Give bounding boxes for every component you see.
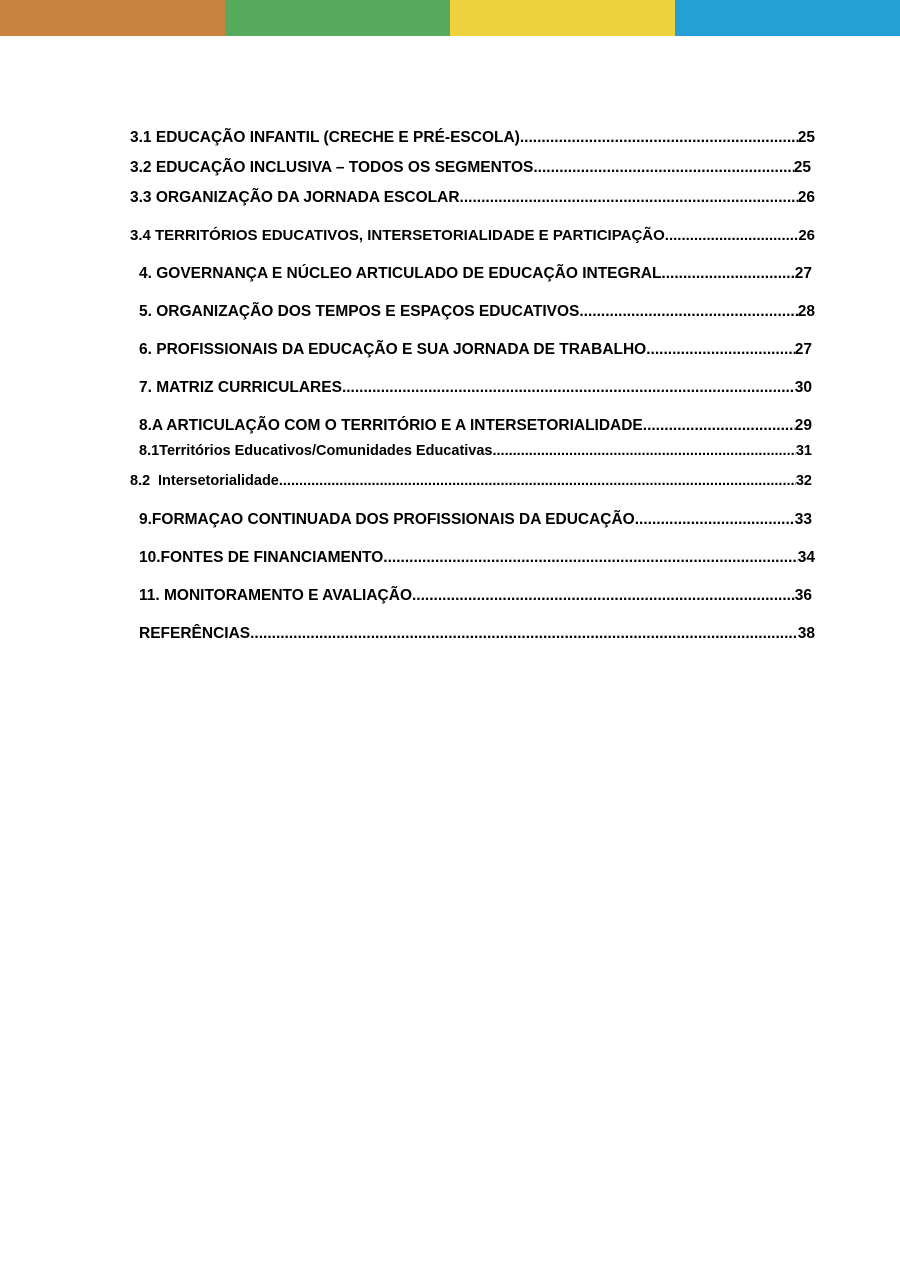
toc-dot-leader <box>279 472 796 491</box>
toc-dot-leader <box>635 510 795 529</box>
toc-entry-text: Intersetorialidade <box>158 473 279 489</box>
stripe-blue <box>675 0 900 36</box>
toc-entry-8[interactable] <box>130 416 815 435</box>
toc-page-number: 36 <box>794 587 812 604</box>
toc-dot-leader <box>412 586 795 605</box>
toc-page-number: 29 <box>794 417 812 434</box>
toc-entry-label: 6. PROFISSIONAIS DA EDUCAÇÃO E SUA JORNADA DE TRABALHO <box>139 341 647 358</box>
toc-dot-leader <box>342 378 795 397</box>
toc-dot-leader <box>250 624 798 643</box>
top-color-stripe <box>0 0 900 36</box>
toc-entry-label: 5. ORGANIZAÇÃO DOS TEMPOS E ESPAÇOS EDUCATIVOS <box>139 303 580 320</box>
toc-entry-label <box>139 442 493 461</box>
toc-dot-leader <box>643 416 795 435</box>
toc-entry-number: 8.2 <box>130 473 151 489</box>
toc-dot-leader <box>533 158 793 177</box>
toc-entry-6[interactable] <box>130 340 815 359</box>
toc-entry-11[interactable] <box>130 586 815 605</box>
toc-page-number: 25 <box>797 129 815 146</box>
toc-entry-text: Territórios Educativos/Comunidades Educativas <box>159 443 493 459</box>
toc-page-number: 30 <box>794 379 812 396</box>
toc-entry-7[interactable] <box>130 378 815 397</box>
toc-entry-8-2[interactable] <box>130 472 815 491</box>
stripe-orange <box>0 0 225 36</box>
toc-page-number: 31 <box>795 443 812 459</box>
toc-entry-8-1[interactable] <box>130 442 815 461</box>
toc-entry-3-1[interactable] <box>130 128 815 147</box>
toc-entry-3-4[interactable] <box>130 226 815 245</box>
toc-entry-label: 10.FONTES DE FINANCIAMENTO <box>139 549 384 566</box>
toc-page-number: 28 <box>797 303 815 320</box>
toc-page-number: 26 <box>797 189 815 206</box>
toc-page-number: 27 <box>794 341 812 358</box>
toc-dot-leader <box>383 548 797 567</box>
toc-page-number: 26 <box>798 227 815 244</box>
stripe-yellow <box>450 0 675 36</box>
toc-dot-leader <box>661 264 794 283</box>
toc-dot-leader <box>493 442 796 461</box>
toc-page-number: 34 <box>797 549 815 566</box>
toc-entry-label: 3.3 ORGANIZAÇÃO DA JORNADA ESCOLAR <box>130 189 460 206</box>
toc-entry-label <box>130 472 279 491</box>
toc-page-number: 32 <box>795 473 812 489</box>
toc-dot-leader <box>665 226 799 245</box>
toc-entry-label: REFERÊNCIAS <box>139 625 251 642</box>
toc-dot-leader <box>579 302 797 321</box>
toc-dot-leader <box>520 128 798 147</box>
toc-entry-4[interactable] <box>130 264 815 283</box>
toc-entry-referencias[interactable] <box>130 624 815 643</box>
toc-entry-number: 8.1 <box>139 443 160 459</box>
table-of-contents <box>130 128 815 643</box>
toc-dot-leader <box>460 188 798 207</box>
toc-entry-label: 4. GOVERNANÇA E NÚCLEO ARTICULADO DE EDUCAÇÃO INTEGRAL <box>139 265 662 282</box>
toc-dot-leader <box>646 340 795 359</box>
toc-entry-label: 3.2 EDUCAÇÃO INCLUSIVA – TODOS OS SEGMENTOS <box>130 159 534 176</box>
toc-entry-label: 3.1 EDUCAÇÃO INFANTIL (CRECHE E PRÉ-ESCOLA) <box>130 129 520 146</box>
toc-entry-5[interactable] <box>130 302 815 321</box>
toc-page-number: 25 <box>793 159 811 176</box>
toc-entry-3-3[interactable] <box>130 188 815 207</box>
toc-page-number: 33 <box>794 511 812 528</box>
toc-entry-label: 9.FORMAÇAO CONTINUADA DOS PROFISSIONAIS DA EDUCAÇÃO <box>139 511 635 528</box>
toc-entry-3-2[interactable] <box>130 158 815 177</box>
toc-entry-label: 8.A ARTICULAÇÃO COM O TERRITÓRIO E A INTERSETORIALIDADE <box>139 417 643 434</box>
stripe-green <box>225 0 450 36</box>
toc-entry-9[interactable] <box>130 510 815 529</box>
toc-entry-label: 7. MATRIZ CURRICULARES <box>139 379 342 396</box>
toc-entry-label: 3.4 TERRITÓRIOS EDUCATIVOS, INTERSETORIALIDADE E PARTICIPAÇÃO <box>130 227 665 244</box>
toc-entry-10[interactable] <box>130 548 815 567</box>
toc-page-number: 27 <box>794 265 812 282</box>
toc-page-number: 38 <box>797 625 815 642</box>
toc-entry-label: 11. MONITORAMENTO E AVALIAÇÃO <box>139 587 412 604</box>
